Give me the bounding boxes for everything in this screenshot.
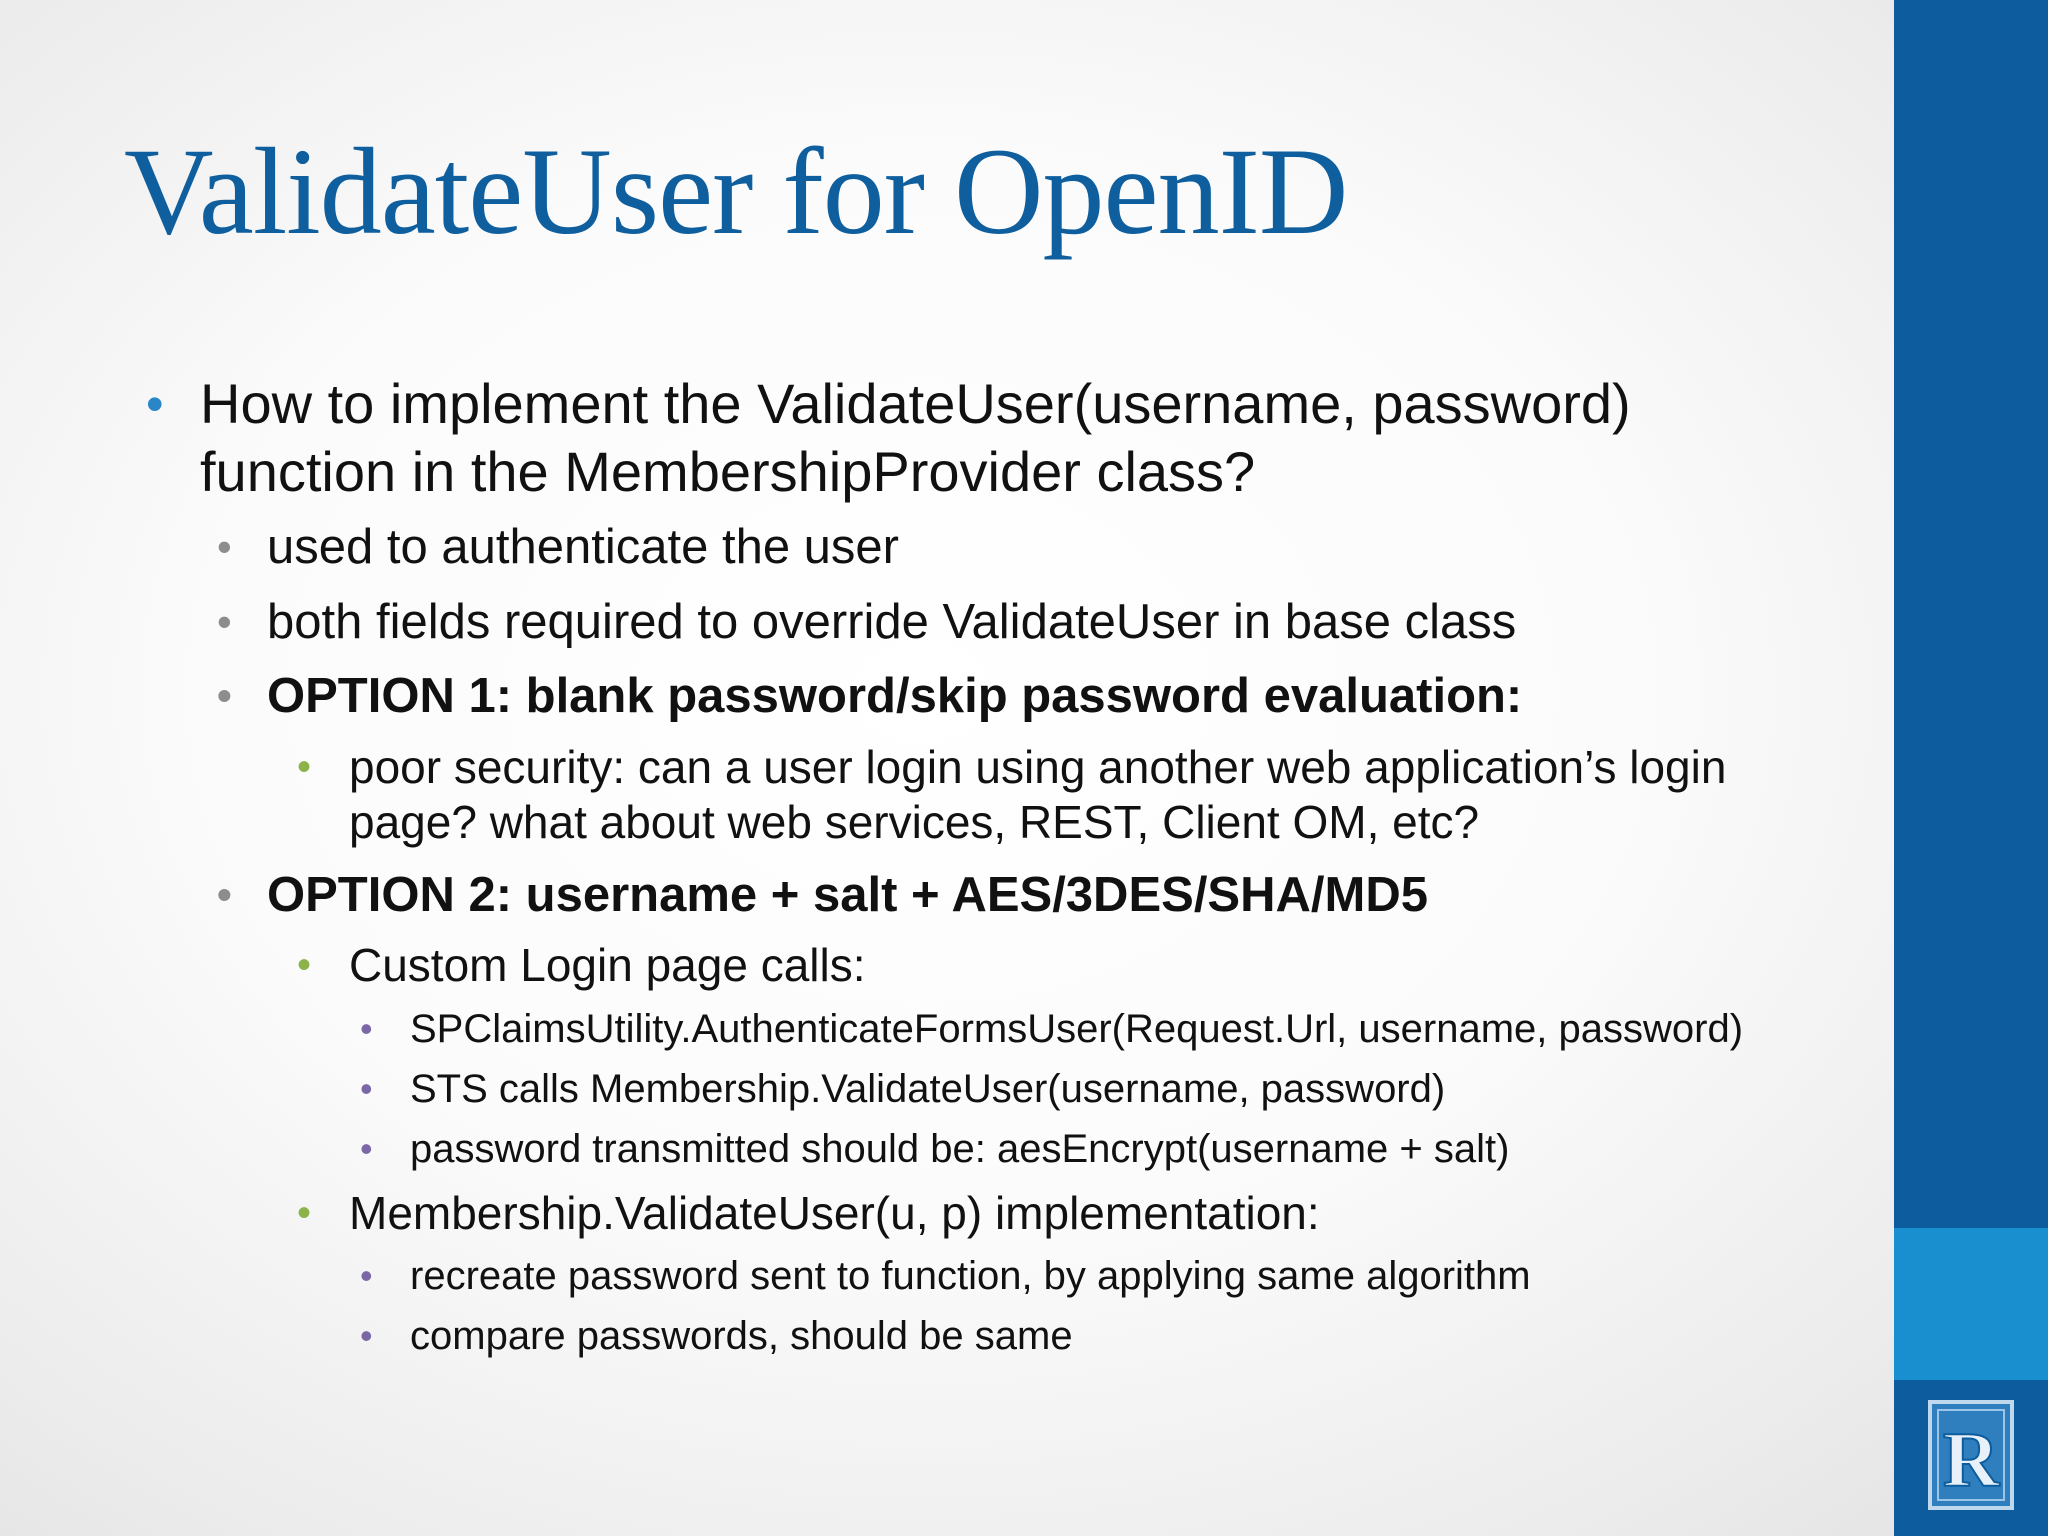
bullet-dot-icon: • [297,745,312,789]
bullet-item [297,1186,1320,1241]
bullet-item [360,1064,1446,1114]
slide-title: ValidateUser for OpenID [124,123,1348,260]
bullet-text: OPTION 1: blank password/skip password evaluation: [267,669,1523,723]
bullet-text: poor security: can a user login using another web application’s login [349,741,1727,793]
bullet-item [217,517,899,577]
bullet-text: SPClaimsUtility.AuthenticateFormsUser(Request.Url, username, password) [410,1007,1744,1051]
bullet-text: used to authenticate the user [267,520,899,574]
bullet-dot-icon: • [217,672,232,719]
bullet-text: both fields required to override ValidateUser in base class [267,595,1517,649]
bullet-item [360,1124,1510,1174]
sidebar-accent-block [1894,1228,2048,1380]
bullet-item [217,666,1523,726]
bullet-dot-icon: • [146,376,164,432]
bullet-dot-icon: • [217,523,232,570]
bullet-item [217,592,1517,652]
logo-icon [1926,1398,2016,1512]
bullet-text: Membership.ValidateUser(u, p) implementation: [349,1187,1320,1239]
bullet-text-continuation: function in the MembershipProvider class? [200,440,1256,503]
bullet-item [217,865,1428,925]
bullet-item [360,1311,1073,1361]
bullet-text: How to implement the ValidateUser(username, password) [200,372,1631,435]
bullet-item [360,1251,1531,1301]
bullet-text-continuation: page? what about web services, REST, Client OM, etc? [349,796,1480,848]
bullet-text: recreate password sent to function, by applying same algorithm [410,1254,1531,1298]
bullet-dot-icon: • [360,1315,373,1356]
bullet-text: STS calls Membership.ValidateUser(username, password) [410,1067,1446,1111]
bullet-text: password transmitted should be: aesEncrypt(username + salt) [410,1127,1510,1171]
bullet-dot-icon: • [360,1128,373,1169]
bullet-item [297,938,866,993]
bullet-text: compare passwords, should be same [410,1314,1073,1358]
bullet-dot-icon: • [360,1255,373,1296]
sidebar-decoration [1894,0,2048,1536]
bullet-dot-icon: • [360,1008,373,1049]
bullet-item [146,370,1631,506]
bullet-item [297,740,1727,850]
bullet-dot-icon: • [297,943,312,987]
bullet-item [360,1004,1744,1054]
bullet-dot-icon: • [297,1191,312,1235]
logo-letter: R [1942,1416,2000,1503]
bullet-dot-icon: • [360,1068,373,1109]
bullet-text: Custom Login page calls: [349,939,866,991]
bullet-dot-icon: • [217,871,232,918]
bullet-dot-icon: • [217,598,232,645]
bullet-text: OPTION 2: username + salt + AES/3DES/SHA/MD5 [267,868,1428,922]
